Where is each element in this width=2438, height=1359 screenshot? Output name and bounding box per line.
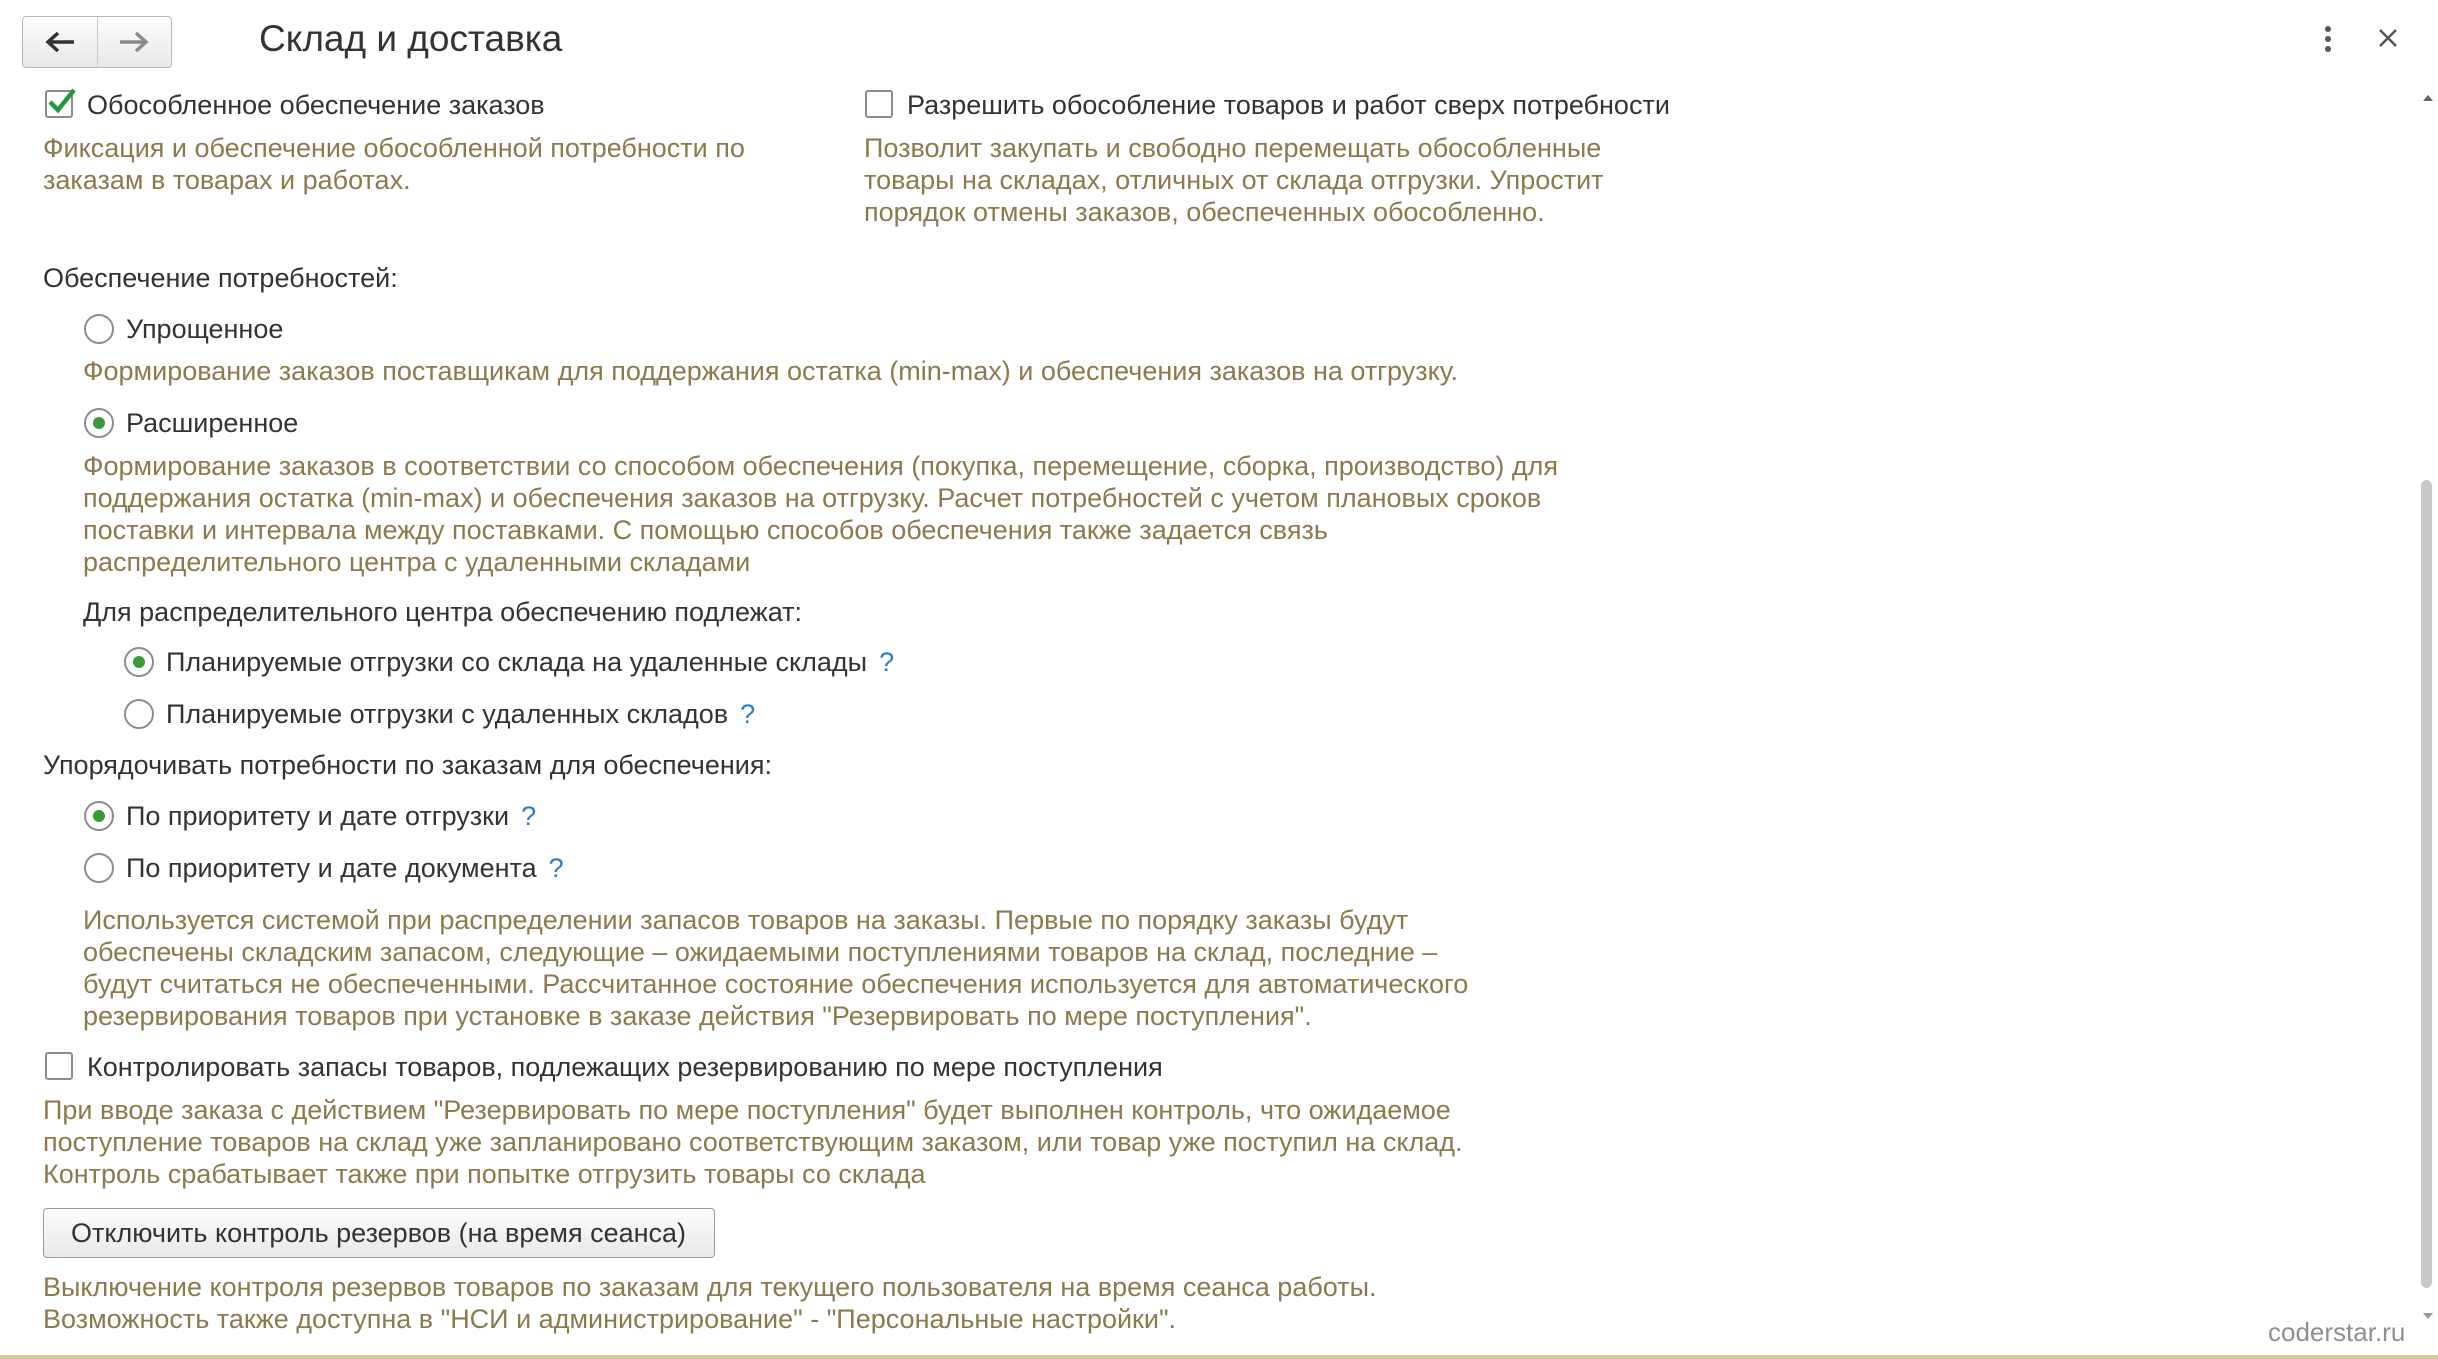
description-line: будут считаться не обеспеченными. Рассчитанное состояние обеспечения используется для автоматического: [83, 969, 1469, 999]
separate-supply-label[interactable]: Обособленное обеспечение заказов: [87, 90, 545, 120]
navigation-buttons: [22, 16, 172, 68]
description-line: Используется системой при распределении запасов товаров на заказы. Первые по порядку заказы будут: [83, 905, 1409, 935]
dc-option-incoming[interactable]: [166, 701, 755, 728]
scrollbar-thumb[interactable]: [2421, 480, 2432, 1288]
description-line: Возможность также доступна в "НСИ и администрирование" - "Персональные настройки".: [43, 1304, 1177, 1334]
description-line: распределительного центра с удаленными складами: [83, 547, 751, 577]
back-button[interactable]: [23, 17, 97, 67]
close-button[interactable]: [2376, 26, 2400, 50]
watermark: coderstar.ru: [2268, 1317, 2406, 1347]
arrow-left-icon: [44, 30, 76, 54]
bottom-divider: [0, 1355, 2438, 1359]
page-title: Склад и доставка: [259, 18, 563, 59]
reserve-control-description: [43, 1094, 1463, 1190]
description-line: поддержания остатка (min-max) и обеспечения заказов на отгрузку. Расчет потребностей с учетом плановых сроков: [83, 483, 1542, 513]
arrow-right-icon: [118, 30, 150, 54]
close-icon: [2376, 26, 2400, 50]
description-line: резервирования товаров при установке в заказе действия "Резервировать по мере поступления".: [83, 1001, 1312, 1031]
help-icon[interactable]: ?: [548, 853, 564, 883]
description-line: Позволит закупать и свободно перемещать обособленные: [864, 133, 1602, 163]
priority-document-radio[interactable]: [84, 853, 114, 883]
order-priority-heading: Упорядочивать потребности по заказам для обеспечения:: [43, 750, 772, 780]
priority-shipment-label[interactable]: По приоритету и дате отгрузки: [126, 801, 510, 831]
reserve-control-label[interactable]: Контролировать запасы товаров, подлежащих резервированию по мере поступления: [87, 1052, 1163, 1082]
description-line: При вводе заказа с действием "Резервировать по мере поступления" будет выполнен контроль, что ожидаемое: [43, 1095, 1451, 1125]
description-line: поступление товаров на склад уже запланировано соответствующим заказом, или товар уже поступил на склад.: [43, 1127, 1463, 1157]
extended-description: [83, 450, 1558, 578]
description-line: порядок отмены заказов, обеспеченных обособленно.: [864, 197, 1545, 227]
more-menu-button[interactable]: [2318, 24, 2338, 54]
dc-option-outgoing-label[interactable]: Планируемые отгрузки со склада на удаленные склады: [166, 647, 868, 677]
more-vertical-icon: [2318, 24, 2338, 54]
order-priority-description: [83, 904, 1468, 1032]
needs-supply-heading: Обеспечение потребностей:: [43, 263, 398, 293]
help-icon[interactable]: ?: [879, 647, 895, 677]
checkmark-icon: [45, 86, 79, 116]
description-line: Контроль срабатывает также при попытке отгрузить товары со склада: [43, 1159, 926, 1189]
scroll-up-arrow-icon[interactable]: [2420, 92, 2436, 104]
description-line: Формирование заказов в соответствии со способом обеспечения (покупка, перемещение, сборка, производство) для: [83, 451, 1559, 481]
dc-option-outgoing-radio[interactable]: [124, 647, 154, 677]
dc-option-incoming-label[interactable]: Планируемые отгрузки с удаленных складов: [166, 699, 729, 729]
priority-shipment-radio[interactable]: [84, 801, 114, 831]
priority-shipment[interactable]: [126, 803, 536, 830]
disable-reserve-control-description: [43, 1271, 1376, 1335]
description-line: товары на складах, отличных от склада отгрузки. Упростит: [864, 165, 1604, 195]
dc-heading: Для распределительного центра обеспечению подлежат:: [83, 597, 803, 627]
description-line: поставки и интервала между поставками. С помощью способов обеспечения также задается связь: [83, 515, 1328, 545]
extended-label[interactable]: Расширенное: [126, 408, 299, 438]
extended-radio[interactable]: [84, 408, 114, 438]
description-line: Выключение контроля резервов товаров по заказам для текущего пользователя на время сеанса работы.: [43, 1272, 1377, 1302]
priority-document-label[interactable]: По приоритету и дате документа: [126, 853, 537, 883]
disable-reserve-control-button[interactable]: Отключить контроль резервов (на время сеанса): [43, 1208, 715, 1258]
simple-description: Формирование заказов поставщикам для поддержания остатка (min-max) и обеспечения заказов на отгрузку.: [83, 356, 1459, 386]
help-icon[interactable]: ?: [740, 699, 756, 729]
allow-separation-description: [864, 132, 1604, 228]
forward-button[interactable]: [97, 17, 172, 67]
simple-label[interactable]: Упрощенное: [126, 314, 284, 344]
separate-supply-checkbox[interactable]: [45, 90, 73, 118]
allow-separation-checkbox[interactable]: [865, 90, 893, 118]
help-icon[interactable]: ?: [521, 801, 537, 831]
description-line: Фиксация и обеспечение обособленной потребности по: [43, 133, 745, 163]
reserve-control-checkbox[interactable]: [45, 1052, 73, 1080]
allow-separation-label[interactable]: Разрешить обособление товаров и работ сверх потребности: [907, 90, 1670, 120]
dc-option-outgoing[interactable]: [166, 649, 894, 676]
scroll-down-arrow-icon[interactable]: [2420, 1310, 2436, 1322]
priority-document[interactable]: [126, 855, 564, 882]
simple-radio[interactable]: [84, 314, 114, 344]
dc-option-incoming-radio[interactable]: [124, 699, 154, 729]
description-line: обеспечены складским запасом, следующие – ожидаемыми поступлениями товаров на склад, последние –: [83, 937, 1438, 967]
separate-supply-description: [43, 132, 745, 196]
description-line: заказам в товарах и работах.: [43, 165, 411, 195]
